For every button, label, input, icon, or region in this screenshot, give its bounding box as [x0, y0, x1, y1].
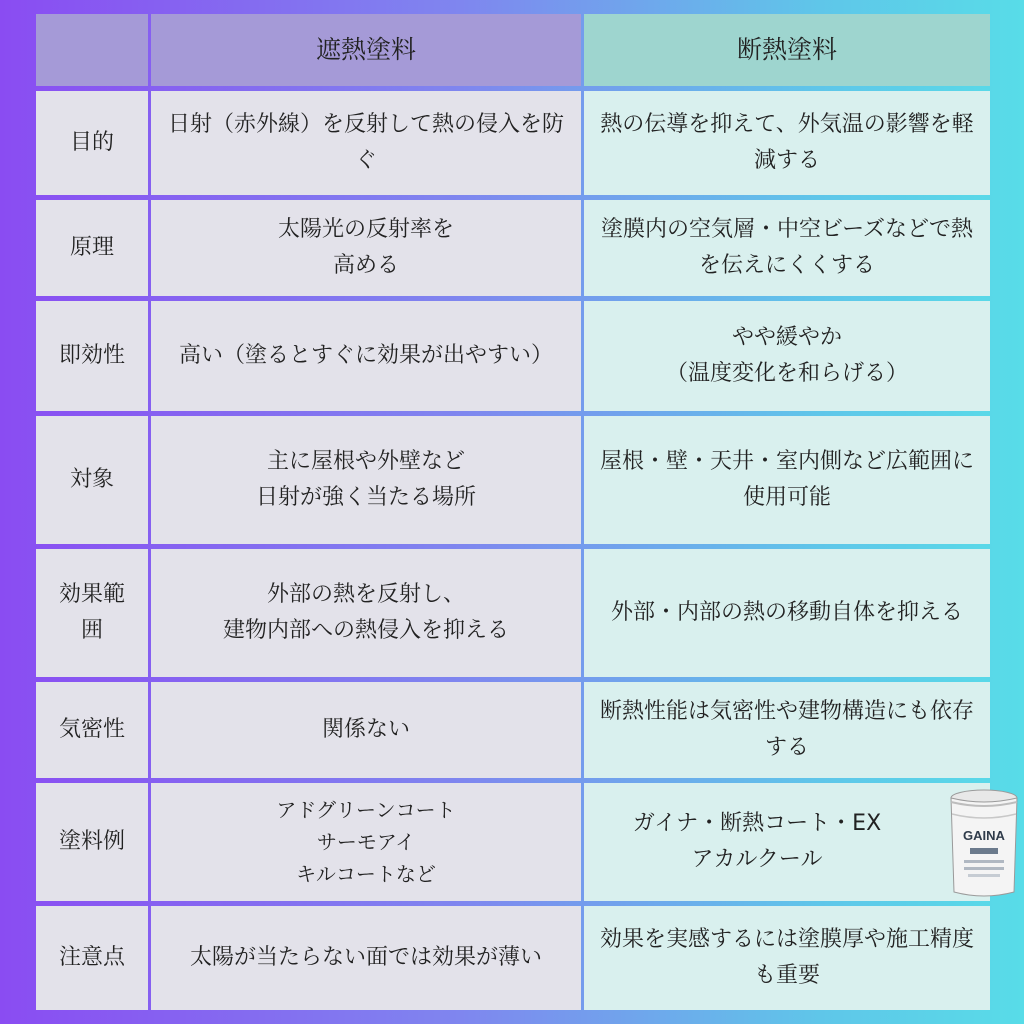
- airtightness-heat-insulation: 断熱性能は気密性や建物構造にも依存する: [584, 682, 990, 778]
- airtightness-heat-shield: 関係ない: [151, 682, 581, 778]
- paint-examples-heat-shield: アドグリーンコート サーモアイ キルコートなど: [151, 783, 581, 901]
- immediacy-heat-insulation: やや緩やか （温度変化を和らげる）: [584, 301, 990, 411]
- header-heat-shield: 遮熱塗料: [151, 14, 581, 86]
- row-label-target: 対象: [36, 416, 148, 544]
- target-heat-insulation: 屋根・壁・天井・室内側など広範囲に使用可能: [584, 416, 990, 544]
- comparison-table: [36, 14, 990, 1010]
- notes-heat-shield: 太陽が当たらない面では効果が薄い: [151, 906, 581, 1010]
- principle-heat-shield: 太陽光の反射率を 高める: [151, 200, 581, 296]
- row-label-airtightness: 気密性: [36, 682, 148, 778]
- header-corner: [36, 14, 148, 86]
- paint-examples-heat-insulation: ガイナ・断熱コート・EX アカルクール: [584, 783, 990, 901]
- effect-range-heat-shield: 外部の熱を反射し、 建物内部への熱侵入を抑える: [151, 549, 581, 677]
- immediacy-heat-shield: 高い（塗るとすぐに効果が出やすい）: [151, 301, 581, 411]
- row-label-purpose: 目的: [36, 91, 148, 195]
- row-label-effect-range: 効果範囲: [36, 549, 148, 677]
- purpose-heat-insulation: 熱の伝導を抑えて、外気温の影響を軽減する: [584, 91, 990, 195]
- target-heat-shield: 主に屋根や外壁など 日射が強く当たる場所: [151, 416, 581, 544]
- notes-heat-insulation: 効果を実感するには塗膜厚や施工精度も重要: [584, 906, 990, 1010]
- purpose-heat-shield: 日射（赤外線）を反射して熱の侵入を防ぐ: [151, 91, 581, 195]
- svg-text:GAINA: GAINA: [963, 828, 1005, 843]
- row-label-principle: 原理: [36, 200, 148, 296]
- principle-heat-insulation: 塗膜内の空気層・中空ビーズなどで熱を伝えにくくする: [584, 200, 990, 296]
- row-label-paint-examples: 塗料例: [36, 783, 148, 901]
- effect-range-heat-insulation: 外部・内部の熱の移動自体を抑える: [584, 549, 990, 677]
- row-label-notes: 注意点: [36, 906, 148, 1010]
- header-heat-insulation: 断熱塗料: [584, 14, 990, 86]
- row-label-immediacy: 即効性: [36, 301, 148, 411]
- gaina-paint-can-image: [948, 788, 1020, 900]
